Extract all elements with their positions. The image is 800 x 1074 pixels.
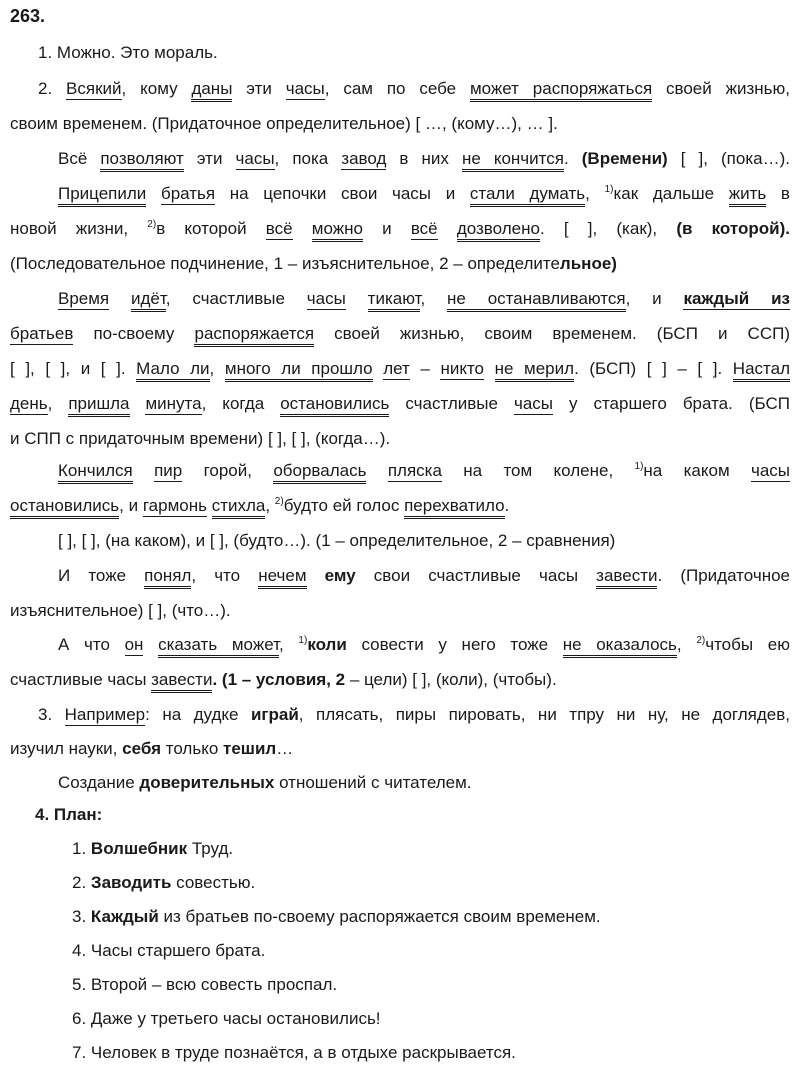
text-span: как дальше: [613, 184, 729, 203]
subject: часы: [235, 149, 275, 168]
subject: каждый из: [683, 289, 790, 308]
text-span: новой жизни,: [10, 219, 148, 238]
text-span: ,: [420, 289, 448, 308]
text-span: , и: [119, 496, 143, 515]
bold-text: льное): [559, 254, 617, 273]
text-span: своей жизнью, своим временем. (БСП и ССП): [314, 324, 790, 343]
text-span: [293, 219, 312, 238]
answer-2-line-2: [10, 113, 558, 135]
plan-item-number: 2.: [72, 873, 87, 892]
bold-text: ему: [324, 566, 356, 585]
text-span: ,: [676, 635, 697, 654]
plan-item: [72, 974, 337, 996]
text-span: . [ ], (как),: [539, 219, 677, 238]
plan-heading: 4. План:: [35, 805, 103, 824]
predicate: нечем: [258, 566, 306, 589]
text-span: , что: [191, 566, 259, 585]
text-span: счастливые часы: [10, 670, 152, 689]
subject: всё: [265, 219, 293, 238]
predicate: Кончился: [58, 461, 133, 484]
clause-index: 2): [696, 635, 706, 646]
text-span: [143, 635, 158, 654]
predicate: не кончится: [462, 149, 564, 172]
text-span: будто ей голос: [283, 496, 405, 515]
subject: Всякий: [66, 79, 122, 98]
plan-item-number: 1.: [72, 839, 87, 858]
predicate: жить: [729, 184, 767, 207]
bold-text: тешил: [223, 739, 277, 758]
text-span: , плясать, пиры пировать, ни тпру ни ну, не доглядев,: [298, 705, 790, 724]
bold-text: коли: [307, 635, 347, 654]
answer-2-line-11: [10, 428, 390, 450]
answer-2-line-12: [58, 460, 790, 482]
text-span: И тоже: [58, 566, 145, 585]
text-span: в которой: [156, 219, 266, 238]
text-span: изучил науки,: [10, 739, 123, 758]
predicate: не останавливаются: [447, 289, 626, 312]
text-span: Всё: [58, 149, 101, 168]
text-span: на цепочки свои часы и: [215, 184, 470, 203]
subject: пир: [154, 461, 183, 480]
plan-item: [72, 940, 265, 962]
plan-item-text: Второй – всю совесть проспал.: [90, 975, 338, 994]
plan-item: [72, 906, 601, 928]
text-span: [207, 496, 212, 515]
text-span: изъяснительное) [ ], (что…).: [10, 601, 231, 620]
bold-text: себя: [122, 739, 162, 758]
plan-item-number: 5.: [72, 975, 87, 994]
predicate: тикают: [368, 289, 421, 312]
subject: братьев: [10, 324, 74, 343]
answer-2-line-4: [58, 183, 790, 205]
text-span: ,: [279, 635, 299, 654]
clause-index: 1): [298, 635, 308, 646]
answer-2-line-8: [10, 323, 790, 345]
text-span: в них: [386, 149, 462, 168]
text-span: …: [276, 739, 294, 758]
answer-2-line-10: [10, 393, 790, 415]
text-span: своим временем. (Придаточное определительное) [ …, (кому…), … ].: [10, 114, 558, 133]
plan-item-text: Человек в труде познаётся, а в отдыхе раскрывается.: [90, 1043, 516, 1062]
subject: часы: [306, 289, 346, 308]
text-span: ,: [265, 496, 275, 515]
answer-2-line-17: [58, 634, 790, 656]
text-span: , когда: [201, 394, 281, 413]
predicate: дозволено: [457, 219, 540, 242]
plan-item: [72, 872, 255, 894]
predicate: стихла: [212, 496, 266, 519]
text-span: своей жизнью,: [652, 79, 790, 98]
subject: Время: [58, 289, 110, 308]
text-span: [ ], [ ], и [ ].: [10, 359, 137, 378]
text-span: отношений с читателем.: [274, 773, 472, 792]
plan-item-number: 3.: [72, 907, 87, 926]
text-span: [109, 289, 131, 308]
predicate: Мало ли: [136, 359, 209, 382]
bold-text: (в которой).: [676, 219, 790, 238]
subject: гармонь: [142, 496, 207, 515]
text-span: , счастливые: [165, 289, 307, 308]
text-span: . (БСП) [ ] – [ ].: [574, 359, 733, 378]
answer-2-line-1: [38, 78, 790, 100]
text-span: А что: [58, 635, 125, 654]
plan-item-text: Часы старшего брата.: [90, 941, 266, 960]
text-span: счастливые: [389, 394, 514, 413]
plan-item-number: 7.: [72, 1043, 87, 1062]
text-span: ,: [585, 184, 605, 203]
text-span: – цели) [ ], (коли), (чтобы).: [345, 670, 557, 689]
text-span: [146, 184, 161, 203]
text-span: [ ], (пока…).: [667, 149, 790, 168]
plan-item-bold: Каждый: [90, 907, 159, 926]
text-span: ,: [47, 394, 69, 413]
text-span: .: [504, 496, 510, 515]
clause-index: 1): [604, 184, 614, 195]
predicate: пришла: [68, 394, 129, 417]
text-span: –: [409, 359, 441, 378]
subject: пляска: [387, 461, 442, 480]
predicate: много ли прошло: [225, 359, 373, 382]
answer-3-line-2: [10, 738, 293, 760]
predicate: распоряжается: [194, 324, 314, 347]
predicate: Настал: [733, 359, 790, 382]
predicate: понял: [144, 566, 191, 589]
answer-1: [38, 42, 218, 64]
text-span: свои счастливые часы: [355, 566, 597, 585]
text-span: [346, 289, 368, 308]
plan-item-bold: Заводить: [90, 873, 172, 892]
text-span: ,: [209, 359, 225, 378]
text-span: и: [362, 219, 411, 238]
plan-item-text: из братьев по-своему распоряжается своим временем.: [158, 907, 601, 926]
plan-item-bold: Волшебник: [90, 839, 188, 858]
text-span: , кому: [121, 79, 192, 98]
text-span: , пока: [274, 149, 342, 168]
subject: никто: [440, 359, 485, 378]
answer-2-line-9: [10, 358, 790, 380]
predicate: перехватило: [404, 496, 504, 519]
predicate: не оказалось: [563, 635, 677, 658]
answer-2-line-7: [58, 288, 790, 310]
text-span: .: [563, 149, 582, 168]
text-span: [366, 461, 387, 480]
text-span: в: [766, 184, 790, 203]
plan-item-number: 4.: [72, 941, 87, 960]
plan-item: [72, 1008, 381, 1030]
plan-item: [72, 838, 233, 860]
answer-2-line-15: [58, 565, 790, 587]
section-marker: 2.: [38, 79, 53, 98]
subject: лет: [383, 359, 410, 378]
predicate: Прицепили: [58, 184, 146, 207]
subject: часы: [513, 394, 553, 413]
clause-index: 1): [634, 461, 644, 472]
answer-2-line-14: [58, 530, 615, 552]
text-span: у старшего брата. (БСП: [553, 394, 790, 413]
predicate: может распоряжаться: [470, 79, 652, 102]
text-span: [ ], [ ], (на каком), и [ ], (будто…). (1 – определительное, 2 – сравнения): [58, 531, 616, 550]
predicate: сказать может: [158, 635, 279, 658]
subject: день: [10, 394, 48, 413]
text-span: только: [161, 739, 224, 758]
text-span: чтобы ею: [705, 635, 790, 654]
text-span: [307, 566, 325, 585]
text-span: [133, 461, 154, 480]
text-span: совести у него тоже: [346, 635, 563, 654]
subject: минута: [145, 394, 202, 413]
introductory-word: Например: [64, 705, 146, 724]
text-span: на каком: [643, 461, 751, 480]
predicate: даны: [191, 79, 232, 102]
text-span: по-своему: [73, 324, 195, 343]
predicate: завести: [151, 670, 212, 693]
text-span: [484, 359, 495, 378]
subject: он: [124, 635, 144, 654]
predicate: можно: [312, 219, 363, 242]
predicate: оборвалась: [273, 461, 366, 484]
predicate: остановились: [280, 394, 389, 417]
answer-2-line-3: [58, 148, 790, 170]
text-span: [130, 394, 146, 413]
answer-2-line-18: [10, 669, 557, 691]
text-span: (Последовательное подчинение, 1 – изъяснительное, 2 – определите: [10, 254, 560, 273]
text-span: , и: [625, 289, 684, 308]
plan-item-number: 6.: [72, 1009, 87, 1028]
text-span: эти: [183, 149, 236, 168]
exercise-number: 263.: [10, 6, 46, 26]
clause-index: 2): [274, 496, 284, 507]
predicate: остановились: [10, 496, 119, 519]
bold-text: играй: [250, 705, 299, 724]
answer-3-line-3: [58, 772, 472, 794]
text-span: : на дудке: [145, 705, 251, 724]
text-span: горой,: [182, 461, 274, 480]
subject: всё: [410, 219, 438, 238]
subject: завод: [341, 149, 387, 168]
subject: часы: [750, 461, 791, 480]
predicate: завести: [596, 566, 657, 589]
section-marker: 3.: [38, 705, 53, 724]
text-span: на том колене,: [441, 461, 635, 480]
text-span: , сам по себе: [324, 79, 470, 98]
answer-3-line-1: [38, 704, 790, 726]
answer-2-line-16: [10, 600, 231, 622]
text-span: эти: [232, 79, 286, 98]
predicate: идёт: [131, 289, 166, 312]
answer-2-line-5: [10, 218, 790, 240]
plan-item: [72, 1042, 516, 1064]
text-span: [438, 219, 457, 238]
subject: братья: [160, 184, 216, 203]
answer-1-text: 1. Можно. Это мораль.: [38, 43, 218, 62]
bold-text: (Времени): [581, 149, 668, 168]
bold-text: . (1 – условия, 2: [212, 670, 346, 689]
answer-2-line-6: [10, 253, 617, 275]
subject: часы: [285, 79, 325, 98]
predicate: стали думать: [470, 184, 585, 207]
clause-index: 2): [147, 219, 157, 230]
text-span: Создание: [58, 773, 140, 792]
predicate: не мерил: [495, 359, 574, 382]
plan-item-text: Труд.: [187, 839, 234, 858]
plan-item-text: совестью.: [171, 873, 256, 892]
predicate: позволяют: [100, 149, 183, 172]
text-span: . (Придаточное: [657, 566, 790, 585]
text-span: и СПП с придаточным времени) [ ], [ ], (когда…).: [10, 429, 391, 448]
plan-item-text: Даже у третьего часы остановились!: [90, 1009, 381, 1028]
answer-2-line-13: [10, 495, 509, 517]
text-span: [373, 359, 384, 378]
bold-text: доверительных: [139, 773, 275, 792]
